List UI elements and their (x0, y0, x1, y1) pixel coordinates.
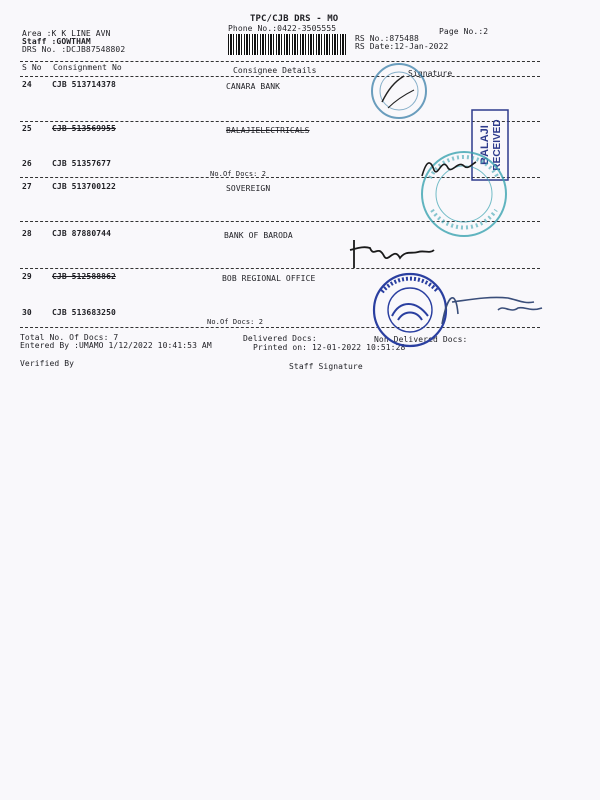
row-doc-count: No.Of Docs: 2 (210, 170, 267, 178)
area-label: Area :K K LINE AVN (22, 29, 111, 38)
header-divider (20, 61, 540, 62)
staff-label: Staff :GOWTHAM (22, 37, 91, 46)
row-consignment: CJB 51357677 (52, 159, 111, 168)
signature-icon (348, 236, 438, 272)
staff-signature-label: Staff Signature (289, 362, 363, 371)
row-sno: 29 (22, 272, 32, 281)
row-divider (20, 121, 540, 122)
row-consignment: CJB 87880744 (52, 229, 111, 238)
sovereign-seal-icon (418, 148, 510, 240)
row-consignment: CJB 513683250 (52, 308, 116, 317)
svg-text:BALAJI: BALAJI (479, 125, 491, 165)
row-sno: 30 (22, 308, 32, 317)
column-consignee: Consignee Details (233, 66, 317, 75)
row-consignee: BANK OF BARODA (224, 231, 293, 240)
row-divider (20, 327, 540, 328)
row-consignment: CJB 513569955 (52, 124, 116, 133)
printed-on: Printed on: 12-01-2022 10:51:28 (253, 343, 406, 352)
received-stamp-icon (468, 106, 512, 184)
svg-text:RECEIVED: RECEIVED (492, 119, 503, 171)
row-divider (20, 221, 540, 222)
row-doc-count: No.Of Docs: 2 (207, 318, 264, 326)
row-sno: 27 (22, 182, 32, 191)
row-divider (20, 177, 540, 178)
row-sno: 25 (22, 124, 32, 133)
row-sno: 28 (22, 229, 32, 238)
row-consignee: BALAJIELECTRICALS (226, 126, 310, 135)
row-consignment: CJB 513700122 (52, 182, 116, 191)
column-sno: S No (22, 63, 42, 72)
barcode-icon (228, 34, 346, 55)
verified-by: Verified By (20, 359, 75, 368)
header-divider-bottom (20, 76, 540, 77)
row-sno: 24 (22, 80, 32, 89)
phone-number: Phone No.:0422-3505555 (228, 24, 337, 33)
row-consignment: CJB 513714378 (52, 80, 116, 89)
row-consignee: BOB REGIONAL OFFICE (222, 274, 316, 283)
rs-number: RS No.:875488 (355, 34, 419, 43)
entered-by: Entered By :UMAMO 1/12/2022 10:41:53 AM (20, 341, 212, 350)
page-number: Page No.:2 (439, 27, 489, 36)
row-consignee: CANARA BANK (226, 82, 281, 91)
column-consignment: Consignment No (53, 63, 122, 72)
non-delivered-docs: Non Delivered Docs: (374, 335, 468, 344)
column-signature: Signature (408, 69, 453, 78)
delivered-docs: Delivered Docs: (243, 334, 317, 343)
document-title: TPC/CJB DRS - MO (250, 14, 339, 24)
row-divider (20, 268, 540, 269)
drs-number: DRS No. :DCJB87548802 (22, 45, 126, 54)
rs-date: RS Date:12-Jan-2022 (355, 42, 449, 51)
total-docs: Total No. Of Docs: 7 (20, 333, 119, 342)
row-consignment: CJB 512588862 (52, 272, 116, 281)
row-consignee: SOVEREIGN (226, 184, 271, 193)
row-sno: 26 (22, 159, 32, 168)
